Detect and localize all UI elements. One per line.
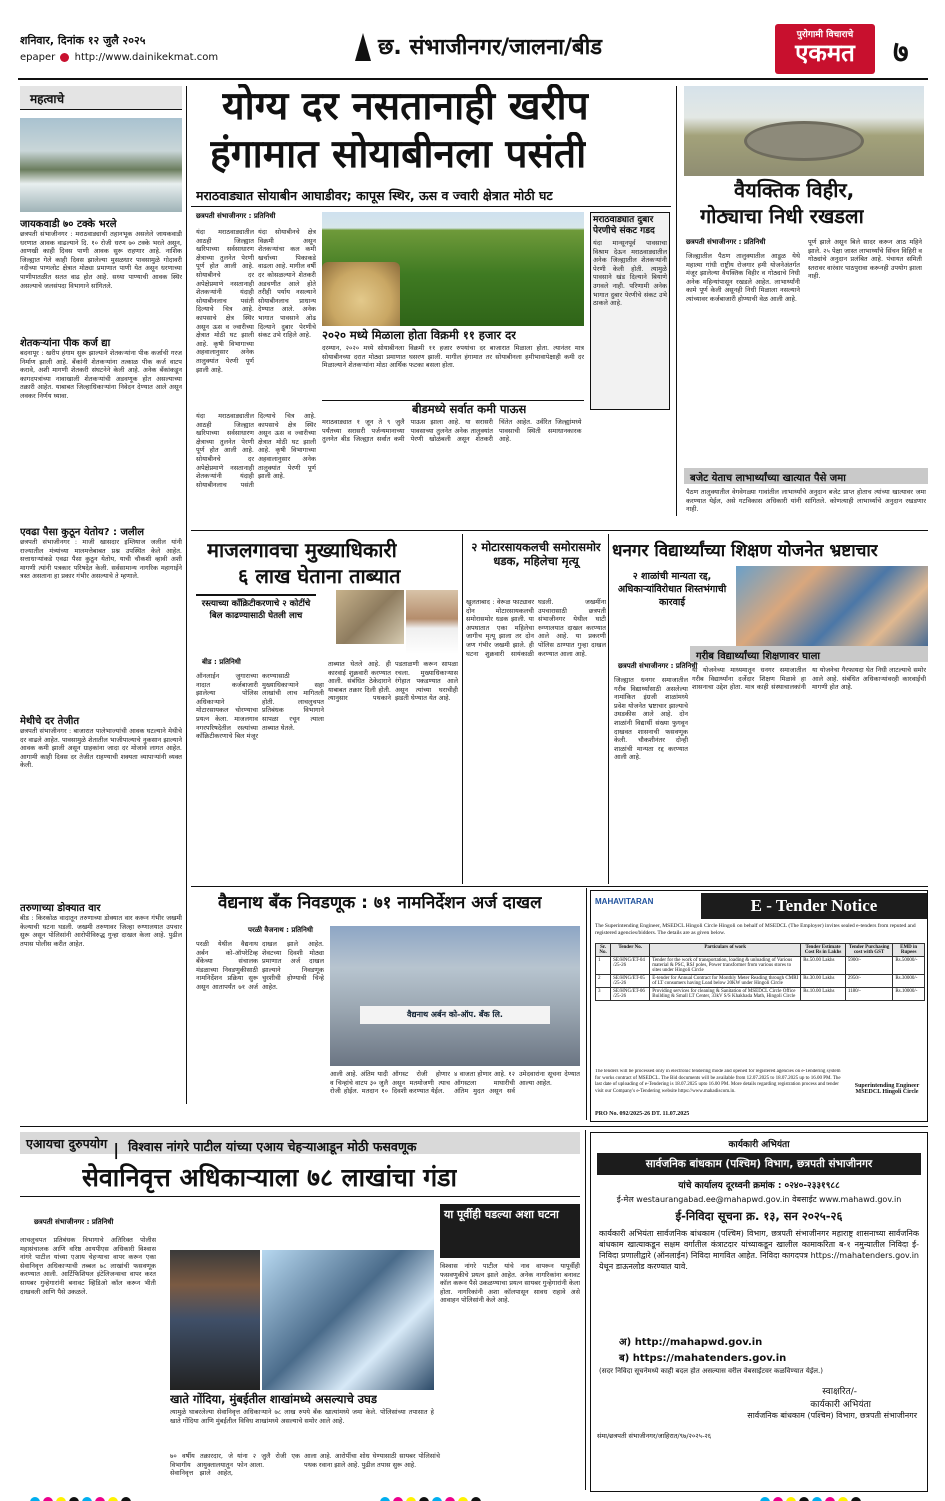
edition-title: छ. संभाजीनगर/जालना/बीड <box>378 35 603 60</box>
bank-body: परळी येथील वैद्यनाथ अर्बन को-ऑपरेटिव्ह बँकेच्या संचालक मंडळाच्या निवडणुकीसाठी नामनिर्देशन प्रक्रिया सुरू असून आतापर्यंत ७१ अर्ज दाखल झाले आहेत. शेवटच्या दिवशी मोठ्या प्रमाणात अर्ज दाखल झाल्याने निवडणूक चुरशीची होण्याची चिन्हे आहेत. <box>196 940 324 991</box>
registration-marks-center <box>380 1492 484 1501</box>
officer-portrait-photo <box>170 1250 260 1390</box>
bank-sign: वैद्यनाथ अर्बन को-ऑप. बँक लि. <box>360 1006 550 1024</box>
logo-mark <box>355 33 371 61</box>
e-tender-cell: Rs.30000/- <box>893 975 925 988</box>
budget-bar <box>684 468 928 484</box>
ai-banner: एआयचा दुरुपयोग | विश्वास नांगरे पाटील यांच्या एआय चेहऱ्याआडून मोठी फसवणूक <box>20 1132 580 1154</box>
beed-rain-body: मराठवाड्यात १ जून ते ९ जुलै पर्यंतच्या सरासरी पर्जन्यमानाच्या तुलनेत बीड जिल्ह्यात सर्वात कमी पाऊस झाला आहे. या सरासरी पावसाच्या तुलनेत अनेक तालुक्यांत पेरणी खोळंबली असून शेतकरी चिंतेत आहेत. उर्वरित जिल्ह्यांमध्ये पावसाची स्थिती समाधानकारक आहे. <box>322 418 582 444</box>
brief-body-4: छत्रपती संभाजीनगर : बाजारात पालेभाज्यांची आवक घटल्याने मेथीचे दर वाढले आहेत. पावसामुळे शेतातील भाजीपाल्याचे नुकसान झाल्याने आवक कमी झाली असून ग्राहकांना जादा दर मोजावे लागत आहेत. आगामी काही दिवस दर तेजीत राहण्याची शक्यता व्यापाऱ्यांनी व्यक्त केली. <box>20 727 182 770</box>
e-tender-cell: E-tender for Annual Contract for Monthly Meter Reading through CMRI of LT consumers having Load below 20KW under Hingoli Circle <box>650 975 801 988</box>
bank-byline: परळी वैजनाथ : प्रतिनिधी <box>248 926 313 934</box>
registration-marks-right <box>760 1492 864 1501</box>
bank-headline: वैद्यनाथ बँक निवडणूक : ७१ नामनिर्देशन अर्ज दाखल <box>218 893 542 913</box>
dhangar-body: जिल्ह्यात धनगर समाजातील गरीब विद्यार्थ्यांसाठी असलेल्या नामांकित इंग्रजी शाळांमध्ये प्रवेश योजनेत भ्रष्टाचार झाल्याचे उघडकीस आले आहे. दोन शाळांनी विद्यार्थी संख्या फुगवून दाखवत शासनाची फसवणूक केली. चौकशीनंतर दोन्ही शाळांची मान्यता रद्द करण्यात आली आहे. <box>614 676 688 762</box>
mahavitaran-logo: MAHAVITARAN <box>595 897 654 906</box>
issue-date: शनिवार, दिनांक १२ जुलै २०२५ <box>20 34 146 47</box>
brief-title-4: मेथीचे दर तेजीत <box>20 716 80 727</box>
e-tender-cell: Providing services for cleaning & Sanitation of MSEDCL Circle Office Building & Small LT Center, 33kV S/S Khakhada Math, Hingoli Circle <box>650 988 801 1001</box>
poor-students-bar <box>690 646 928 662</box>
e-tender-cell: Rs.50000/- <box>893 957 925 975</box>
brief-body-1: छत्रपती संभाजीनगर : मराठवाड्याची तहानभूक असलेले जायकवाडी धरणात आवक वाढल्याने दि. १० रोजी धरण ७० टक्के भरले असून, आणखी काही दिवस पाणी आवक सुरू राहणार आहे. नाशिक जिल्ह्यात गेले काही दिवस झालेल्या मुसळधार पावसामुळे गोदावरी नदीच्या पाणलोट क्षेत्रात मोठ्या प्रमाणात पाणी येत असून धरणाच्या पाणीपातळीत सतत वाढ होत आहे. सध्या पाण्याची आवक स्थिर असल्याचे जलसंपदा विभागाने सांगितले. <box>20 230 182 290</box>
globe-icon <box>60 53 69 62</box>
e-tender-cell: Rs.10000/- <box>893 988 925 1001</box>
page-header <box>0 0 945 80</box>
e-tender-header-cell: Tender Purchasing cost with GST <box>845 944 892 957</box>
brief-title-5: तरुणाच्या डोक्यात वार <box>20 903 101 914</box>
pwd-office: कार्यकारी अभियंता <box>728 1140 790 1150</box>
e-tender-cell: Rs.50.00 Lakhs <box>801 957 846 975</box>
pwd-link-1[interactable]: अ) http://mahapwd.gov.in <box>619 1337 763 1348</box>
e-tender-signature: Superintending Engineer MSEDCL Hingoli Circle <box>854 1083 920 1095</box>
well-body: जिल्ह्यातील पैठण तालुक्यातील आडूळ येथे महात्मा गांधी राष्ट्रीय रोजगार हमी योजनेअंतर्गत मंजूर झालेल्या वैयक्तिक विहीर व गोठ्याचे निधी अनेक महिन्यांपासून रखडले आहेत. लाभार्थ्यांनी कामे पूर्ण केली असूनही निधी मिळाला नसल्याने त्यांच्यावर कर्जबाजारी होण्याची वेळ आली आहे. <box>686 252 800 303</box>
bank-body-3: ४ वाजता होणार आहे. १२ ऑगस्टला माघारीची अंतिम मुदत असून सर्व उमेदवारांना सूचना देण्यात आल्या आहेत. <box>454 1070 580 1096</box>
e-tender-cell: 1 <box>596 957 611 975</box>
bank-body-2: आली आहे. अंतिम यादी व चिन्हांचे वाटप ३० जुलै रोजी होईल. मतदान १० ऑगस्ट रोजी होणार असून मतमोजणी त्याच दिवशी करण्यात येईल. <box>330 1070 450 1096</box>
cyber-photo <box>262 1250 434 1390</box>
e-tender-header-cell: Particulars of work <box>650 944 801 957</box>
dhangar-byline: छत्रपती संभाजीनगर : प्रतिनिधी <box>618 662 698 670</box>
page-number: ७ <box>893 35 909 70</box>
e-tender-cell: SE/HNG/ET-06 /25-26 <box>611 988 650 1001</box>
pwd-notice-number: ई-निविदा सूचना क्र. १३, सन २०२५-२६ <box>675 1209 843 1223</box>
e-tender-header-cell: Tender No. <box>611 944 650 957</box>
majalgaon-col-2: ताब्यात घेतले आहे. ही कारवाई शुक्रवारी करण्यात आली. संबंधित ठेकेदाराने याबाबत तक्रार दिली होती. त्यानुसार पथकाने पडताळणी करून सापळा रचला. मुख्याधिकाऱ्यास रंगेहात पकडण्यात आले असून त्यांच्या घराचीही झडती घेण्यात येत आहे. <box>328 660 458 703</box>
currency-photo <box>336 590 404 644</box>
ai-banner-text: विश्वास नांगरे पाटील यांच्या एआय चेहऱ्याआडून मोठी फसवणूक <box>128 1139 417 1154</box>
pwd-link-2[interactable]: ब) https://mahatenders.gov.in <box>619 1353 787 1364</box>
pwd-phone: यांचे कार्यालय दूरध्वनी क्रमांक : ०२४०-२३३१९८८ <box>678 1181 840 1191</box>
accident-headline: २ मोटारसायकलची समोरासमोर धडक, महिलेचा मृत्यू <box>471 540 601 568</box>
fraud-byline: छत्रपती संभाजीनगर : प्रतिनिधी <box>34 1218 114 1226</box>
well-headline-1: वैयक्तिक विहीर, <box>734 178 855 202</box>
majalgaon-col-1: ऑनलाईन जुगाराच्या नादात कर्जबाजारी झालेल्या पोलिस अधिकाऱ्याने मोटारसायकल चोरण्याचा प्रयत्न केला. माजलगाव नगरपरिषदेतील रस्त्यांच्या काँक्रिटीकरणाचे बिल मंजूर करण्यासाठी मुख्याधिकाऱ्याने सहा लाखांची लाच मागितली होती. लाचलुचपत प्रतिबंधक विभागाने सापळा रचून त्याला ताब्यात घेतले. <box>196 672 324 741</box>
masthead-tagline: पुरोगामी विचाराचे <box>796 30 854 40</box>
website-link[interactable]: http://www.dainikekmat.com <box>74 52 219 63</box>
fraud-caption: त्यामुळे घाबरलेल्या सेवानिवृत्त अधिकाऱ्याने ७८ लाख रुपये बँक खात्यांमध्ये जमा केले. पोलिसांच्या तपासात हे खाते गोंदिया आणि मुंबईतील विविध शाखांमध्ये असल्याचे समोर आले आहे. <box>170 1408 434 1425</box>
e-tender-cell: 1180/- <box>845 988 892 1001</box>
fraud-col-2: ७० वर्षीय तक्रारदार, जे विभागीय आयुक्तालयातून सेवानिवृत्त झाले आहेत, यांना २ जुलै रोजी एक फोन आला. <box>170 1452 300 1478</box>
fraud-caption-title: खाते गोंदिया, मुंबईतील शाखांमध्ये असल्याचे उघड <box>170 1392 378 1406</box>
e-tender-cell: 2 <box>596 975 611 988</box>
majalgaon-side-title: रस्त्याच्या कॉंक्रिटीकरणाचे २ कोटींचे बिल काढण्यासाठी घेतली लाच <box>201 599 311 621</box>
e-tender-footer: The tenders will be processed only in electronic tendering mode and opened for registered agencies on e-Tendering system for works contract of MSEDCL. The Bid documents will be available from 12.07.2025 to 18.07.2025 up to 16.00 PM. The last date of uploading of e-Tendering is 18.07.2025 upto 16.00 PM. More details regarding registration process and tender visit our Company's e-Tendering website https://www.mahadiscom.in. <box>595 1069 841 1094</box>
pwd-note: (सदर निविदा सूचनेमध्ये काही बदल होत असल्यास वरील वेबसाईटवर कळविण्यात येईल.) <box>599 1367 824 1375</box>
brief-title-2: शेतकऱ्यांना पीक कर्ज द्या <box>20 338 111 349</box>
well-byline: छत्रपती संभाजीनगर : प्रतिनिधी <box>686 238 766 246</box>
e-tender-cell: Tender for the work of transportation, loading & unloading of Various material & PSC, RSJ poles, Power transformer from various stores to sites under Hingoli Circle <box>650 957 801 975</box>
fraud-headline: सेवानिवृत्त अधिकाऱ्याला ७८ लाखांचा गंडा <box>82 1163 457 1192</box>
e-tender-cell: Rs.10.00 Lakhs <box>801 988 846 1001</box>
lead-caption-title: २०२० मध्ये मिळाला होता विक्रमी ११ हजार दर <box>322 328 516 342</box>
majalgaon-headline-2: ६ लाख घेताना ताब्यात <box>238 564 401 588</box>
registration-marks-left <box>30 1492 134 1501</box>
pwd-sign-1: स्वाक्षरित/- <box>822 1387 857 1397</box>
budget-bar-title: बजेट येताच लाभार्थ्यांच्या खात्यात पैसे जमा <box>690 473 846 484</box>
e-tender-cell: SE/HNG/ET-05 /25-26 <box>611 975 650 988</box>
well-headline-2: गोठ्याचा निधी रखडला <box>700 204 864 228</box>
earlier-incidents-body: विश्वास नांगरे पाटील यांचे नाव वापरून यापूर्वीही फसवणुकीचे प्रयत्न झाले आहेत. अनेक नागरिकांना बनावट कॉल करून पैसे उकळण्याचा प्रयत्न सायबर गुन्हेगारांनी केला होता. नागरिकांनी अशा कॉलपासून सावध राहावे असे आवाहन पोलिसांनी केले आहे. <box>440 1262 580 1305</box>
lead-caption: दरम्यान, २०२० मध्ये सोयाबीनला विक्रमी ११ हजार रुपयांचा दर बाजारात मिळाला होता. त्यानंतर मात्र सोयाबीनच्या दरात मोठ्या प्रमाणात घसरण झाली. मागील हंगामात तर सोयाबीनला हमीभावापेक्षाही कमी दर मिळाल्याने शेतकऱ्यांना मोठा आर्थिक फटका बसला होता. <box>322 344 584 370</box>
e-tender-row <box>596 975 925 988</box>
officer-photo <box>406 590 458 654</box>
lead-headline-2: हंगामात सोयाबीनला पसंती <box>210 132 587 177</box>
pwd-body: कार्यकारी अभियंता सार्वजनिक बांधकाम (पश्चिम) विभाग, छत्रपती संभाजीनगर महाराष्ट्र शासनाच्या सार्वजनिक बांधकाम खात्याकडून सक्षम वर्गातील कंत्राटदार यांच्याकडून खालील कामाकरिता ब-१ नमुन्यातील निविदा ई-निविदा प्रणालीद्वारे (ऑनलाईन) निविदा मागवित आहेत. निविदा कागदपत्र https://mahatenders.gov.in येथून डाऊनलोड करण्यात यावे. <box>599 1229 919 1271</box>
dhangar-side-title: २ शाळांची मान्यता रद्द, अधिकाऱ्यांविरोधात शिस्तभंगाची कारवाई <box>617 571 727 608</box>
fraud-col-3: आला आहे. आरोपींचा शोध घेण्यासाठी सायबर पोलिसांचे पथक रवाना झाले आहे. पुढील तपास सुरू आहे. <box>304 1452 440 1469</box>
section-label-text: महत्वाचे <box>30 92 65 106</box>
brief-body-3: छत्रपती संभाजीनगर : माजी खासदार इम्तियाज जलील यांनी राज्यातील मंत्र्यांच्या मालमत्तेबाबत प्रश्न उपस्थित केले आहेत. सत्ताधाऱ्यांकडे एवढा पैसा कुठून येतोय, याची चौकशी व्हावी अशी मागणी त्यांनी पत्रकार परिषदेत केली. सर्वसामान्य नागरिक महागाईने त्रस्त असताना हा प्रकार गंभीर असल्याचे ते म्हणाले. <box>20 538 182 581</box>
students-photo <box>736 566 928 656</box>
section-label <box>20 86 182 110</box>
lead-headline-1: योग्य दर नसतानाही खरीप <box>222 84 589 129</box>
pwd-tender-notice <box>590 1132 928 1492</box>
majalgaon-byline: बीड : प्रतिनिधी <box>202 658 241 666</box>
poor-students-body: या योजनेच्या माध्यमातून धनगर समाजातील गरीब विद्यार्थ्यांना दर्जेदार शिक्षण मिळावे हा शासनाचा उद्देश होता. मात्र काही संस्थाचालकांनी या योजनेचा गैरफायदा घेत निधी लाटल्याचे समोर आले आहे. संबंधित अधिकाऱ्यांवरही कारवाईची मागणी होत आहे. <box>692 666 926 692</box>
brief-title-3: एवढा पैसा कुठून येतोय? : जलील <box>20 527 145 538</box>
e-tender-notice <box>590 890 928 1122</box>
left-column <box>20 86 182 1106</box>
budget-bar-body: पैठण तालुक्यातील वेगवेगळ्या गावांतील लाभार्थ्यांचे अनुदान बजेट प्राप्त होताच त्यांच्या खात्यावर जमा करण्यात येईल, असे गटविकास अधिकारी यांनी सांगितले. कोणत्याही लाभार्थ्याचे अनुदान रखडणार नाही. <box>686 488 926 514</box>
brief-body-5: बीड : किरकोळ वादातून तरुणाच्या डोक्यात वार करून गंभीर जखमी केल्याची घटना घडली. जखमी तरुणावर जिल्हा रुग्णालयात उपचार सुरू असून पोलिसांनी आरोपीविरुद्ध गुन्हा दाखल केला आहे. पुढील तपास पोलीस करीत आहेत. <box>20 914 182 948</box>
well-photo <box>684 86 924 176</box>
e-tender-cell: 2950/- <box>845 975 892 988</box>
brief-body-2: बदनापूर : खरीप हंगाम सुरू झाल्याने शेतकऱ्यांना पीक कर्जाची गरज निर्माण झाली आहे. बँकांनी शेतकऱ्यांना तत्काळ पीक कर्ज वाटप करावे, अशी मागणी शेतकरी संघटनेने केली आहे. अनेक बँकांकडून कागदपत्रांच्या नावाखाली शेतकऱ्यांची अडवणूक होत असल्याच्या तक्रारी आहेत. याबाबत जिल्हाधिकाऱ्यांना निवेदन देण्यात आले असून लवकर निर्णय घ्यावा. <box>20 349 182 400</box>
e-tender-header-cell: EMD in Rupees <box>893 944 925 957</box>
dhangar-headline: धनगर विद्यार्थ्यांच्या शिक्षण योजनेत भ्रष्टाचार <box>612 541 878 561</box>
earlier-incidents-title: या पूर्वीही घडल्या अशा घटना <box>444 1208 559 1221</box>
brief-title-1: जायकवाडी ७० टक्के भरले <box>20 219 117 230</box>
e-tender-intro: The Superintending Engineer, MSEDCL Hingoli Circle Hingoli on behalf of MSEDCL (The Employer) invites sealed e-tenders from reputed and registered agencies/bidders. The details are as given below. <box>595 923 916 936</box>
lead-byline: छत्रपती संभाजीनगर : प्रतिनिधी <box>196 212 276 220</box>
lead-col-3: यंदा मराठवाड्यातील आठही जिल्ह्यात खरिपाच्या सर्वसाधारण क्षेत्राच्या तुलनेत पेरणी पूर्ण होत आली आहे. सोयाबीनचे दर अपेक्षेप्रमाणे नसतानाही शेतकऱ्यांनी यंदाही सोयाबीनलाच पसंती दिल्याचे चित्र आहे. कापसाचे क्षेत्र स्थिर असून ऊस व ज्वारीच्या क्षेत्रात मोठी घट झाली आहे. कृषी विभागाच्या अहवालानुसार अनेक तालुक्यांत पेरणी पूर्ण झाली आहे. <box>196 412 316 489</box>
majalgaon-headline-1: माजलगावचा मुख्याधिकारी <box>207 538 397 562</box>
e-tender-table <box>595 943 925 1001</box>
majalgaon-side-box <box>196 594 316 646</box>
e-tender-header-cell: Tender Estimate Cost Rs in Lakhs <box>801 944 846 957</box>
e-tender-cell: 3 <box>596 988 611 1001</box>
e-tender-pro: PRO No. 092/2025-26 DT. 11.07.2025 <box>595 1111 690 1117</box>
lead-col-2: यंदा सोयाबीनचे क्षेत्र विक्रमी असून शेतकऱ्यांचा कल कमी खर्चाच्या पिकाकडे वाढला आहे. मागील वर्षी दर कोसळल्याने शेतकरी अडचणीत आले होते तरीही पर्याय नसल्याने सोयाबीनलाच प्राधान्य देण्यात आले. अनेक भागात पावसाने ओढ दिल्याने दुबार पेरणीचे संकट उभे राहिले आहे. <box>258 228 316 340</box>
masthead <box>775 24 875 74</box>
earlier-incidents-box <box>440 1204 580 1258</box>
poor-students-title: गरीब विद्यार्थ्यांच्या शिक्षणावर घाला <box>696 651 821 662</box>
epaper-line <box>20 52 218 63</box>
e-tender-cell: Rs.30.00 Lakhs <box>801 975 846 988</box>
epaper-label: epaper <box>20 52 56 63</box>
e-tender-row <box>596 988 925 1001</box>
dam-photo <box>20 118 182 212</box>
masthead-title: एकमत <box>795 39 855 67</box>
soybean-seed-photo <box>322 262 400 326</box>
e-tender-row <box>596 957 925 975</box>
fraud-body: लाचलुचपत प्रतिबंधक विभागाचे अतिरिक्त पोलीस महासंचालक आणि वरिष्ठ आयपीएस अधिकारी विश्वास नांगरे पाटील यांच्या एआय चेहऱ्याचा वापर करून एका सेवानिवृत्त अधिकाऱ्याची तब्बल ७८ लाखांची फसवणूक करण्यात आली. आर्टिफिशियल इंटेलिजन्सचा वापर करत सायबर गुन्हेगारांनी बनावट व्हिडिओ कॉल करून भीती दाखवली आणि पैसे उकळले. <box>20 1236 156 1296</box>
double-sowing-box <box>590 212 670 410</box>
pwd-email: ई-मेल westaurangabad.ee@mahapwd.gov.in वेबसाईट www.mahawd.gov.in <box>616 1195 902 1204</box>
lead-col-1: यंदा मराठवाड्यातील आठही जिल्ह्यात खरिपाच्या सर्वसाधारण क्षेत्राच्या तुलनेत पेरणी पूर्ण होत आली आहे. सोयाबीनचे दर अपेक्षेप्रमाणे नसतानाही शेतकऱ्यांनी यंदाही सोयाबीनलाच पसंती दिल्याचे चित्र आहे. कापसाचे क्षेत्र स्थिर असून ऊस व ज्वारीच्या क्षेत्रात मोठी घट झाली आहे. कृषी विभागाच्या अहवालानुसार अनेक तालुक्यांत पेरणी पूर्ण झाली आहे. <box>196 228 254 374</box>
accident-body: खुलताबाद : वेरूळ फाट्यावर दोन मोटारसायकलची समोरासमोर धडक झाली. या अपघातात एका महिलेचा जागीच मृत्यू झाला तर दोन जण गंभीर जखमी झाले. ही घटना शुक्रवारी सायंकाळी घडली. जखमींना उपचारासाठी छत्रपती संभाजीनगर येथील घाटी रुग्णालयात दाखल करण्यात आले आहे. या प्रकरणी पोलिस ठाण्यात गुन्हा दाखल करण्यात आला आहे. <box>466 598 606 658</box>
pwd-ref: संमा/छत्रपती संभाजीनगर/जाहिरात/९७/२०२५-२६ <box>597 1432 712 1440</box>
e-tender-title: E - Tender Notice <box>701 893 927 919</box>
double-sowing-title: मराठवाड्यात दुबार पेरणीचे संकट गडद <box>593 215 655 236</box>
e-tender-cell: 5900/- <box>845 957 892 975</box>
e-tender-header-cell: Sr. No. <box>596 944 611 957</box>
well-body-2: पूर्ण झाले असून बिले सादर करून आठ महिने झाले. २५ पेक्षा जास्त लाभार्थ्यांचे सिंचन विहिरी व गोठ्यांचे अनुदान प्रलंबित आहे. पंचायत समिती स्तरावर वारंवार पाठपुरावा करूनही उपयोग झाला नाही. <box>808 238 922 281</box>
lead-subhead: मराठवाड्यात सोयाबीन आघाडीवर; कापूस स्थिर, ऊस व ज्वारी क्षेत्रात मोठी घट <box>196 188 553 203</box>
e-tender-cell: SE/HNG/ET-04 /25-26 <box>611 957 650 975</box>
beed-rain-title: बीडमध्ये सर्वात कमी पाऊस <box>412 402 527 416</box>
pwd-title: सार्वजनिक बांधकाम (पश्चिम) विभाग, छत्रपती संभाजीनगर <box>597 1153 921 1175</box>
double-sowing-body: यंदा मान्सूनपूर्व पावसाचा विश्राम देऊन मराठवाड्यातील अनेक जिल्ह्यातील शेतकऱ्यांनी पेरणी केली होती. त्यामुळे पावसाने खंड दिल्याने बियाणे उगवले नाही. परिणामी अनेक भागात दुबार पेरणीचे संकट उभे ठाकले आहे. <box>593 239 667 308</box>
ai-banner-lead: एआयचा दुरुपयोग <box>26 1136 108 1151</box>
pwd-sign-2: कार्यकारी अभियंता <box>810 1400 871 1410</box>
bank-building-photo <box>330 926 580 1066</box>
pwd-sign-3: सार्वजनिक बांधकाम (पश्चिम) विभाग, छत्रपती संभाजीनगर <box>747 1411 917 1420</box>
